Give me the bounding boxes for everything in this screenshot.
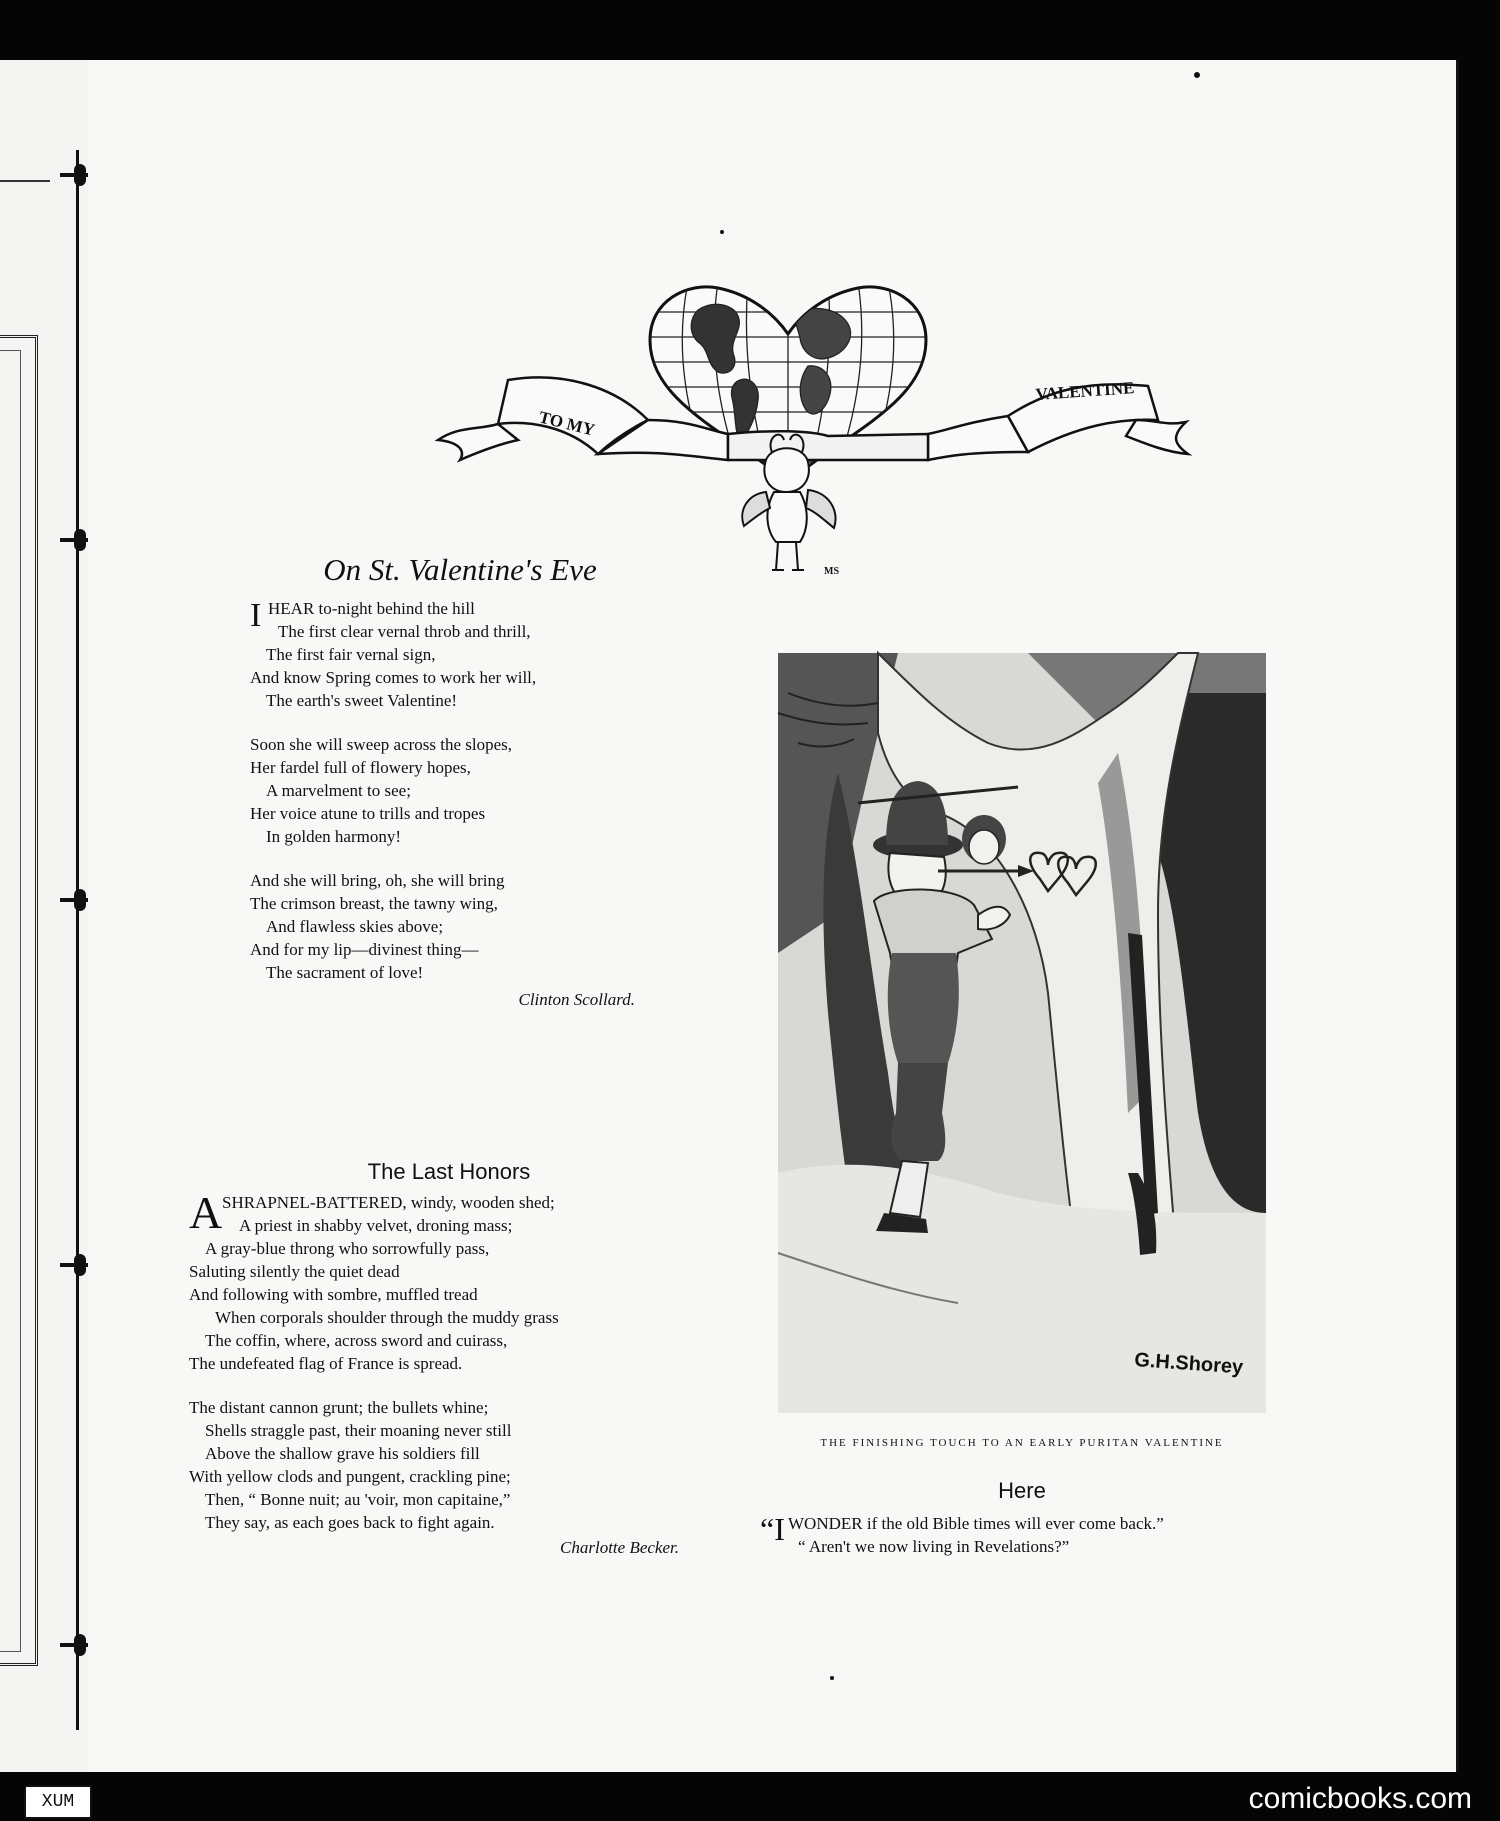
banner-text-left: TO MY [537, 407, 597, 440]
page-speck [1194, 72, 1200, 78]
here-line: “ Aren't we now living in Revelations?” [798, 1537, 1070, 1556]
artist-signature: G.H.Shorey [1133, 1349, 1244, 1379]
poem-stanza [189, 1396, 789, 1534]
poem-line: The first fair vernal sign, [266, 645, 436, 664]
left-page-edge [0, 180, 50, 182]
poem-line: Above the shallow grave his soldiers fill [205, 1444, 480, 1463]
here-title: Here [998, 1478, 1046, 1503]
poem-line: The first clear vernal throb and thrill, [278, 622, 531, 641]
poem-line: When corporals shoulder through the muddy grass [215, 1308, 559, 1327]
poem-line: A priest in shabby velvet, droning mass; [239, 1216, 513, 1235]
poem-line: SHRAPNEL-BATTERED, windy, wooden shed; [222, 1193, 555, 1212]
book-spine [0, 60, 88, 1772]
poem-line: The earth's sweet Valentine! [266, 691, 458, 710]
illustration-caption: THE FINISHING TOUCH TO AN EARLY PURITAN VALENTINE [820, 1437, 1224, 1449]
poem-line: They say, as each goes back to fight again. [205, 1513, 495, 1532]
poem-stanza [250, 597, 650, 712]
poem-line: The undefeated flag of France is spread. [189, 1354, 463, 1373]
poem-line: Her voice atune to trills and tropes [250, 804, 486, 823]
poem-line: And know Spring comes to work her will, [250, 668, 537, 687]
poem-line: Her fardel full of flowery hopes, [250, 758, 471, 777]
poem-line: Then, “ Bonne nuit; au 'voir, mon capitaine,” [205, 1490, 511, 1509]
poem-author: Charlotte Becker. [560, 1538, 679, 1557]
poem-line: Soon she will sweep across the slopes, [250, 735, 513, 754]
poem-title: The Last Honors [367, 1159, 531, 1184]
poem-line: And following with sombre, muffled tread [189, 1285, 478, 1304]
watermark-brand: comicbooks.com [1248, 1782, 1472, 1815]
poem-line: In golden harmony! [266, 827, 402, 846]
poem-line: HEAR to-night behind the hill [268, 599, 475, 618]
poem-line: And she will bring, oh, she will bring [250, 871, 505, 890]
drop-cap: A [189, 1187, 223, 1238]
poem-line: And flawless skies above; [266, 917, 444, 936]
poem-stanza [189, 1187, 789, 1375]
poem-line: Shells straggle past, their moaning never still [205, 1421, 512, 1440]
poem-on-st-valentines-eve [250, 552, 650, 1011]
magazine-page [88, 60, 1459, 1772]
illustration-drawing [778, 653, 1266, 1413]
binding-thread [76, 150, 79, 1730]
poem-line: Saluting silently the quiet dead [189, 1262, 400, 1281]
poem-author: Clinton Scollard. [518, 990, 635, 1009]
poem-line: A marvelment to see; [266, 781, 411, 800]
poem-the-last-honors [189, 1160, 789, 1559]
banner-text-right: VALENTINE [1034, 378, 1135, 404]
artist-initials: MS [824, 566, 839, 577]
poem-line: The coffin, where, across sword and cuirass, [205, 1331, 508, 1350]
poem-title: On St. Valentine's Eve [323, 552, 597, 587]
here-line: WONDER if the old Bible times will ever come back.” [788, 1514, 1164, 1533]
poem-line: The sacrament of love! [266, 963, 424, 982]
page-speck [830, 1676, 834, 1680]
poem-line: And for my lip—divinest thing— [250, 940, 479, 959]
left-page-border-inner [0, 350, 21, 1652]
poem-line: With yellow clods and pungent, crackling pine; [189, 1467, 511, 1486]
here-text [760, 1512, 1280, 1558]
drop-cap: I [250, 597, 262, 634]
poem-line: A gray-blue throng who sorrowfully pass, [205, 1239, 490, 1258]
drop-cap: “I [760, 1511, 785, 1547]
poem-line: The distant cannon grunt; the bullets whine; [189, 1398, 489, 1417]
archive-tag: XUM [24, 1785, 92, 1819]
poem-stanza [250, 869, 650, 984]
puritan-valentine-illustration [778, 653, 1266, 1413]
poem-stanza [250, 733, 650, 848]
poem-line: The crimson breast, the tawny wing, [250, 894, 498, 913]
